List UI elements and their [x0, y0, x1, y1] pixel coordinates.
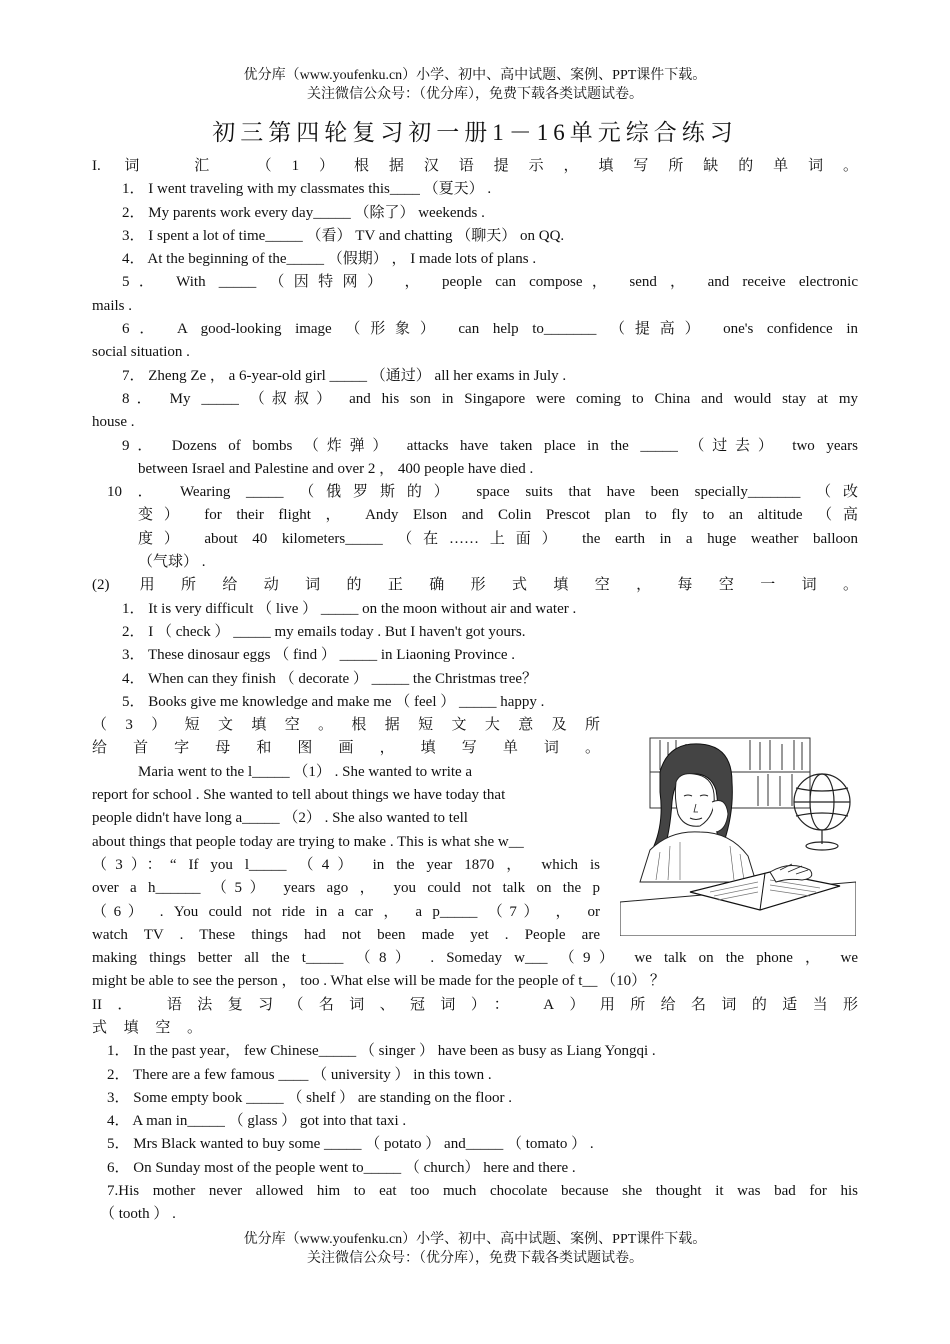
passage-line-3: people didn't have long a_____ （2） . She also wanted to tell	[92, 810, 468, 827]
passage-line-6: over a h______ （5） years ago ， you could not talk on the p	[92, 880, 600, 897]
noun-item-4: 4． A man in_____ （ glass ） got into that taxi .	[107, 1113, 407, 1130]
vocab-item-5: 5． With _____ （因特网） ， people can compose， send ， and receive electronic	[122, 274, 858, 291]
section-3-heading-cont: 给首字母和图画，填写单词。	[92, 740, 600, 757]
vocab-item-4: 4． At the beginning of the_____ （假期） ， I made lots of plans .	[122, 251, 537, 268]
vocab-item-10: 10 ． Wearing _____ （俄罗斯的） space suits that have been specially_______ （改	[107, 484, 858, 501]
section-II-heading: II． 语法复习（名词、冠词）： A）用所给名词的适当形	[92, 996, 858, 1013]
vocab-item-9: 9． Dozens of bombs （炸弹） attacks have taken place in the _____ （过去） two years	[122, 437, 858, 454]
verb-item-3: 3． These dinosaur eggs （ find ） _____ in Liaoning Province .	[122, 647, 516, 664]
noun-item-6: 6． On Sunday most of the people went to_____ （ church） here and there .	[107, 1159, 576, 1176]
section-1-heading: I. 词 汇 （1）根据汉语提示，填写所缺的单词。	[92, 158, 858, 174]
passage-line-10: might be able to see the person ， too . What else will be made for the people of t__ （10） ？	[92, 973, 665, 990]
noun-item-7: 7.His mother never allowed him to eat too much chocolate because she thought it was bad for his	[107, 1183, 858, 1200]
passage-line-1: Maria went to the l_____ （1） . She wanted to write a	[138, 763, 473, 780]
noun-item-2: 2． There are a few famous ____ （ university ） in this town .	[107, 1066, 492, 1083]
vocab-item-10-cont-3: （气球） .	[138, 554, 206, 571]
header-line-1: 优分库（www.youfenku.cn）小学、初中、高中试题、案例、PPT课件下载。	[243, 68, 707, 83]
passage-line-8: watch TV . These things had not been made yet . People are	[92, 926, 600, 943]
verb-item-2: 2． I （ check ） _____ my emails today . But I haven't got yours.	[122, 623, 526, 640]
exercise-body	[92, 155, 858, 1227]
noun-item-1: 1． In the past year， few Chinese_____ （ singer ） have been as busy as Liang Yongqi .	[107, 1043, 656, 1060]
footer-line-1: 优分库（www.youfenku.cn）小学、初中、高中试题、案例、PPT课件下载。	[243, 1232, 707, 1247]
vocab-item-8: 8． My _____ （叔叔） and his son in Singapore were coming to China and would stay at my	[122, 390, 858, 407]
passage-line-4: about things that people today are trying to make . This is what she w__	[92, 833, 524, 850]
page-footer	[0, 1230, 950, 1268]
vocab-item-5-cont: mails .	[92, 297, 132, 314]
vocab-item-3: 3． I spent a lot of time_____ （看） TV and chatting （聊天） on QQ.	[122, 227, 565, 244]
vocab-item-2: 2． My parents work every day_____ （除了） weekends .	[122, 204, 485, 221]
page-header	[0, 66, 950, 104]
vocab-item-1: 1． I went traveling with my classmates this____ （夏天） .	[122, 181, 492, 198]
passage-line-7: （6） . You could not ride in a car ， a p_____ （7） ， or	[92, 903, 600, 920]
footer-line-2: 关注微信公众号：（优分库），免费下载各类试题试卷。	[307, 1251, 643, 1266]
vocab-item-7: 7． Zheng Ze ， a 6-year-old girl _____ （通过） all her exams in July .	[122, 367, 567, 384]
passage-line-2: report for school . She wanted to tell about things we have today that	[92, 787, 506, 804]
passage-line-9: making things better all the t_____ （8） . Someday w___ （9） we talk on the phone ， we	[92, 950, 858, 967]
verb-item-1: 1． It is very difficult （ live ） _____ on the moon without air and water .	[122, 600, 577, 617]
verb-item-4: 4． When can they finish （ decorate ） _____ the Christmas tree？	[122, 670, 538, 687]
girl-reading-svg	[620, 732, 856, 936]
vocab-item-8-cont: house .	[92, 414, 135, 431]
vocab-item-9-cont: between Israel and Palestine and over 2 ， 400 people have died .	[138, 460, 534, 477]
noun-item-5: 5． Mrs Black wanted to buy some _____ （ potato ） and_____ （ tomato ） .	[107, 1136, 594, 1153]
section-3-heading: （3）短文填空。根据短文大意及所	[92, 717, 600, 734]
passage-line-5: （3）：“ If you l_____ （4） in the year 1870 ， which is	[92, 856, 600, 873]
section-II-heading-cont: 式填空。	[92, 1019, 202, 1036]
girl-reading-illustration	[620, 732, 856, 936]
noun-item-3: 3． Some empty book _____ （ shelf ） are standing on the floor .	[107, 1089, 512, 1106]
header-line-2: 关注微信公众号：（优分库），免费下载各类试题试卷。	[307, 87, 643, 102]
vocab-item-10-cont-1: 变） for their flight ， Andy Elson and Colin Prescot plan to fly to an altitude （高	[138, 507, 858, 524]
vocab-item-6: 6． A good-looking image （形象） can help to_______ （提高） one's confidence in	[122, 321, 858, 338]
vocab-item-6-cont: social situation .	[92, 344, 190, 361]
page-title: 初三第四轮复习初一册1－16单元综合练习	[212, 120, 738, 145]
vocab-item-10-cont-2: 度） about 40 kilometers_____ （在……上面） the earth in a huge weather balloon	[138, 530, 858, 547]
noun-item-7-cont: （ tooth ） .	[100, 1206, 176, 1223]
verb-item-5: 5． Books give me knowledge and make me （ feel ） _____ happy .	[122, 693, 545, 710]
section-2-heading: (2) 用所给动词的正确形式填空，每空一词。	[92, 577, 858, 594]
